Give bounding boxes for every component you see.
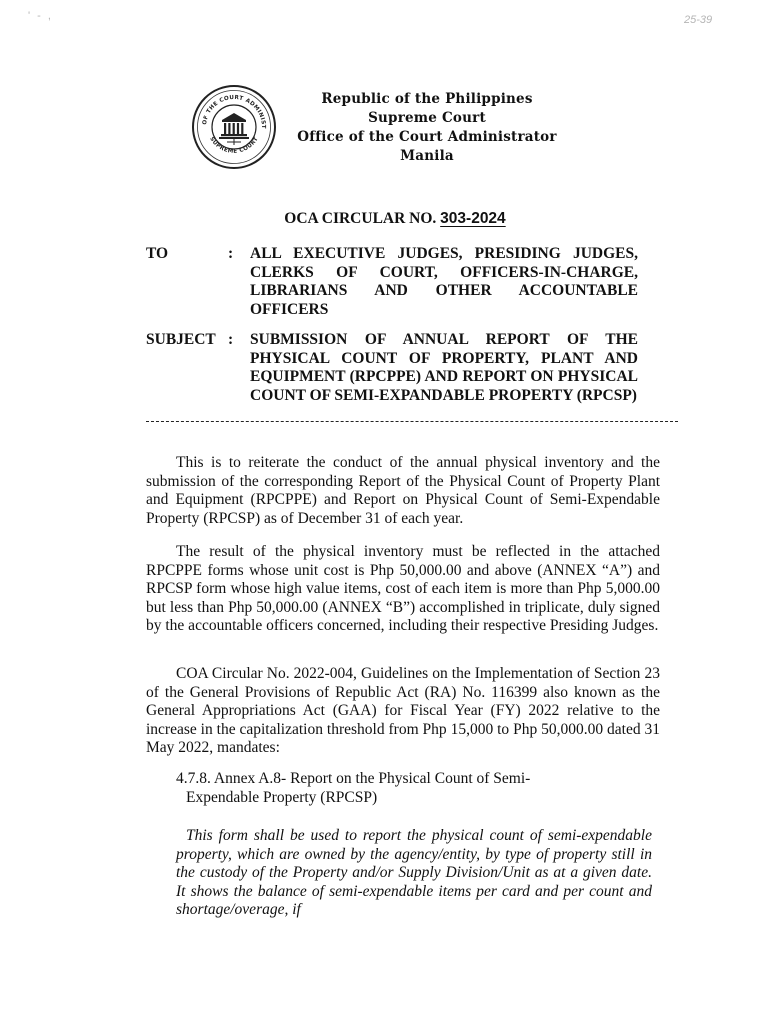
body-paragraph-2 bbox=[146, 543, 660, 636]
section-heading-4-7-8 bbox=[176, 770, 652, 807]
scan-mark-left: ' - , bbox=[28, 10, 53, 22]
quoted-guideline-text: This form shall be used to report the physical count of semi-expendable property, which are owned by the agency/entity, by type of property still in the custody of the Property and/or Supply Division/Unit as at a given date. It shows the balance of semi-expendable items per card and per count and shortage/overage, if bbox=[176, 827, 652, 918]
body-paragraph-1 bbox=[146, 454, 660, 528]
svg-text:SUPREME COURT: SUPREME COURT bbox=[208, 136, 260, 155]
letterhead-office: Office of the Court Administrator bbox=[297, 129, 557, 145]
to-label: TO bbox=[146, 245, 169, 262]
to-colon: : bbox=[228, 245, 234, 262]
handwritten-page-note: 25-39 bbox=[684, 14, 713, 26]
section-heading-line-1: 4.7.8. Annex A.8- Report on the Physical Count of Semi- bbox=[176, 770, 531, 787]
circular-number-heading bbox=[230, 210, 560, 228]
circular-number: 303-2024 bbox=[440, 210, 506, 227]
to-recipients: ALL EXECUTIVE JUDGES, PRESIDING JUDGES, CLERKS OF COURT, OFFICERS-IN-CHARGE, LIBRARIANS AND OTHER ACCOUNTABLE OFFICERS bbox=[250, 245, 638, 318]
court-administrator-seal-icon bbox=[191, 84, 277, 170]
subject-text: SUBMISSION OF ANNUAL REPORT OF THE PHYSICAL COUNT OF PROPERTY, PLANT AND EQUIPMENT (RPCPPE) AND REPORT ON PHYSICAL COUNT OF SEMI-EXPANDABLE PROPERTY (RPCSP) bbox=[250, 331, 638, 404]
circular-prefix: OCA CIRCULAR NO. bbox=[284, 210, 437, 227]
dashed-divider bbox=[146, 421, 678, 422]
svg-text:OFFICE OF THE COURT ADMINISTRA: OF THE COURT ADMINIST bbox=[202, 94, 267, 130]
letterhead bbox=[287, 90, 567, 166]
subject-colon: : bbox=[228, 331, 234, 348]
paragraph-2-text: The result of the physical inventory must be reflected in the attached RPCPPE forms whose unit cost is Php 50,000.00 and above (ANNEX “A”) and RPCSP form whose high value items, cost of each item is more than Php 5,000.00 but less than Php 50,000.00 (ANNEX “B”) accomplished in triplicate, duly signed by the accountable officers concerned, including their respective Presiding Judges. bbox=[146, 543, 660, 634]
quoted-guideline bbox=[176, 827, 652, 920]
paragraph-1-text: This is to reiterate the conduct of the annual physical inventory and the submission of the corresponding Report of the Physical Count of Property Plant and Equipment (RPCPPE) and Report on Physical Count of Semi-Expendable Property (RPCSP) as of December 31 of each year. bbox=[146, 454, 660, 527]
letterhead-city: Manila bbox=[400, 148, 454, 164]
letterhead-supreme-court: Supreme Court bbox=[368, 110, 486, 126]
paragraph-3-text: COA Circular No. 2022-004, Guidelines on the Implementation of Section 23 of the General Provisions of Republic Act (RA) No. 116399 also known as the General Appropriations Act (GAA) for Fiscal Year (FY) 2022 relative to the increase in the capitalization threshold from Php 15,000 to Php 50,000.00 dated 31 May 2022, mandates: bbox=[146, 665, 660, 756]
letterhead-republic: Republic of the Philippines bbox=[321, 91, 533, 107]
body-paragraph-3 bbox=[146, 665, 660, 758]
subject-label: SUBJECT bbox=[146, 331, 216, 348]
section-heading-line-2: Expendable Property (RPCSP) bbox=[186, 788, 378, 806]
